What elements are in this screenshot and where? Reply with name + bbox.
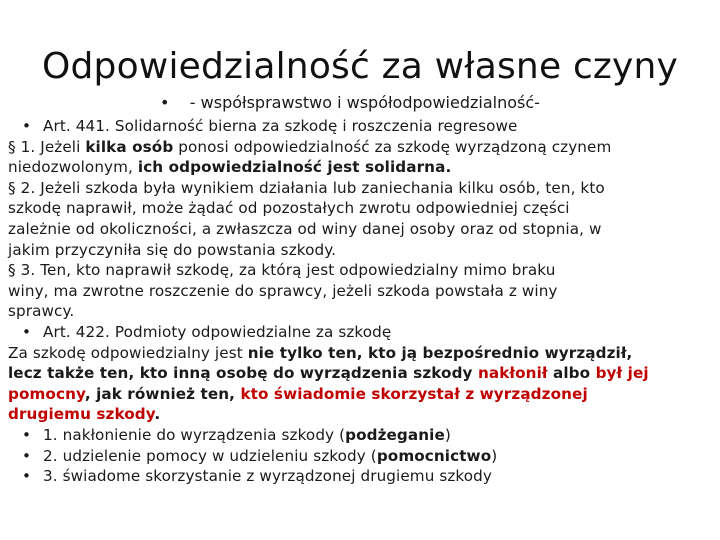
paragraph-3-line-2: winy, ma zwrotne roszczenie do sprawcy, jeżeli szkoda powstała z winy (8, 281, 558, 300)
bullet: • (22, 467, 32, 486)
bold-text: albo (547, 364, 596, 383)
text: Za szkodę odpowiedzialny jest (8, 343, 248, 362)
bullet: • (22, 425, 32, 444)
slide-body (8, 116, 720, 487)
bold-text: ich odpowiedzialność jest solidarna. (137, 158, 452, 177)
list-item-art441 (8, 116, 720, 137)
subtitle (160, 93, 540, 113)
list-item (8, 446, 720, 467)
bold-text: podżeganie (345, 425, 445, 444)
red-bold-text: drugiemu szkody (8, 405, 155, 424)
bold-text: . (154, 405, 161, 424)
slide-title: Odpowiedzialność za własne czyny (41, 46, 679, 87)
text: 3. świadome skorzystanie z wyrządzonej drugiemu szkody (43, 467, 493, 486)
red-bold-text: kto świadomie skorzystał z wyrządzonej (240, 384, 588, 403)
text: niedozwolonym, (8, 158, 138, 177)
art441-heading: Art. 441. Solidarność bierna za szkodę i roszczenia regresowe (43, 117, 518, 135)
bold-text: lecz także ten, kto inną osobę do wyrządzenia szkody (8, 364, 478, 383)
paragraph-2-line-3: zależnie od okoliczności, a zwłaszcza od winy danej osoby oraz od stopnia, w (8, 219, 602, 238)
bold-text: kilka osób (85, 137, 174, 156)
bold-text: nie tylko ten, kto ją bezpośrednio wyrządził, (247, 343, 633, 362)
art422-line-1 (8, 343, 720, 364)
paragraph-3-line-3: sprawcy. (8, 302, 75, 321)
red-bold-text: pomocny (8, 384, 85, 403)
paragraph-1-line-1 (8, 137, 720, 158)
text: ) (444, 425, 451, 444)
paragraph-3-line-1: § 3. Ten, kto naprawił szkodę, za którą jest odpowiedzialny mimo braku (8, 261, 556, 280)
paragraph-2-line-4: jakim przyczyniła się do powstania szkody. (8, 240, 337, 259)
text: 2. udzielenie pomocy w udzieleniu szkody ( (43, 446, 377, 465)
bullet: • (160, 93, 170, 112)
subtitle-text: - współsprawstwo i współodpowiedzialność- (189, 93, 540, 112)
list-item (8, 425, 720, 446)
bold-text: pomocnictwo (376, 446, 492, 465)
bullet: • (22, 322, 32, 341)
paragraph-1-line-2 (8, 157, 720, 178)
list-item (8, 466, 720, 487)
art422-line-4 (8, 404, 720, 425)
text: ) (491, 446, 498, 465)
paragraph-2-line-1: § 2. Jeżeli szkoda była wynikiem działania lub zaniechania kilku osób, ten, kto (8, 178, 605, 197)
art422-heading: Art. 422. Podmioty odpowiedzialne za szkodę (43, 322, 392, 341)
bullet: • (22, 117, 32, 135)
text: § 1. Jeżeli (8, 137, 86, 156)
art422-line-2 (8, 363, 720, 384)
bold-text: , jak również ten, (84, 384, 241, 403)
paragraph-2-line-2: szkodę naprawił, może żądać od pozostałych zwrotu odpowiedniej części (8, 199, 570, 218)
bullet: • (22, 446, 32, 465)
text: ponosi odpowiedzialność za szkodę wyrządzoną czynem (173, 137, 612, 156)
text: 1. nakłonienie do wyrządzenia szkody ( (43, 425, 346, 444)
art422-line-3 (8, 384, 720, 405)
red-bold-text: był jej (595, 364, 649, 383)
red-bold-text: nakłonił (477, 364, 548, 383)
list-item-art422 (8, 322, 720, 343)
